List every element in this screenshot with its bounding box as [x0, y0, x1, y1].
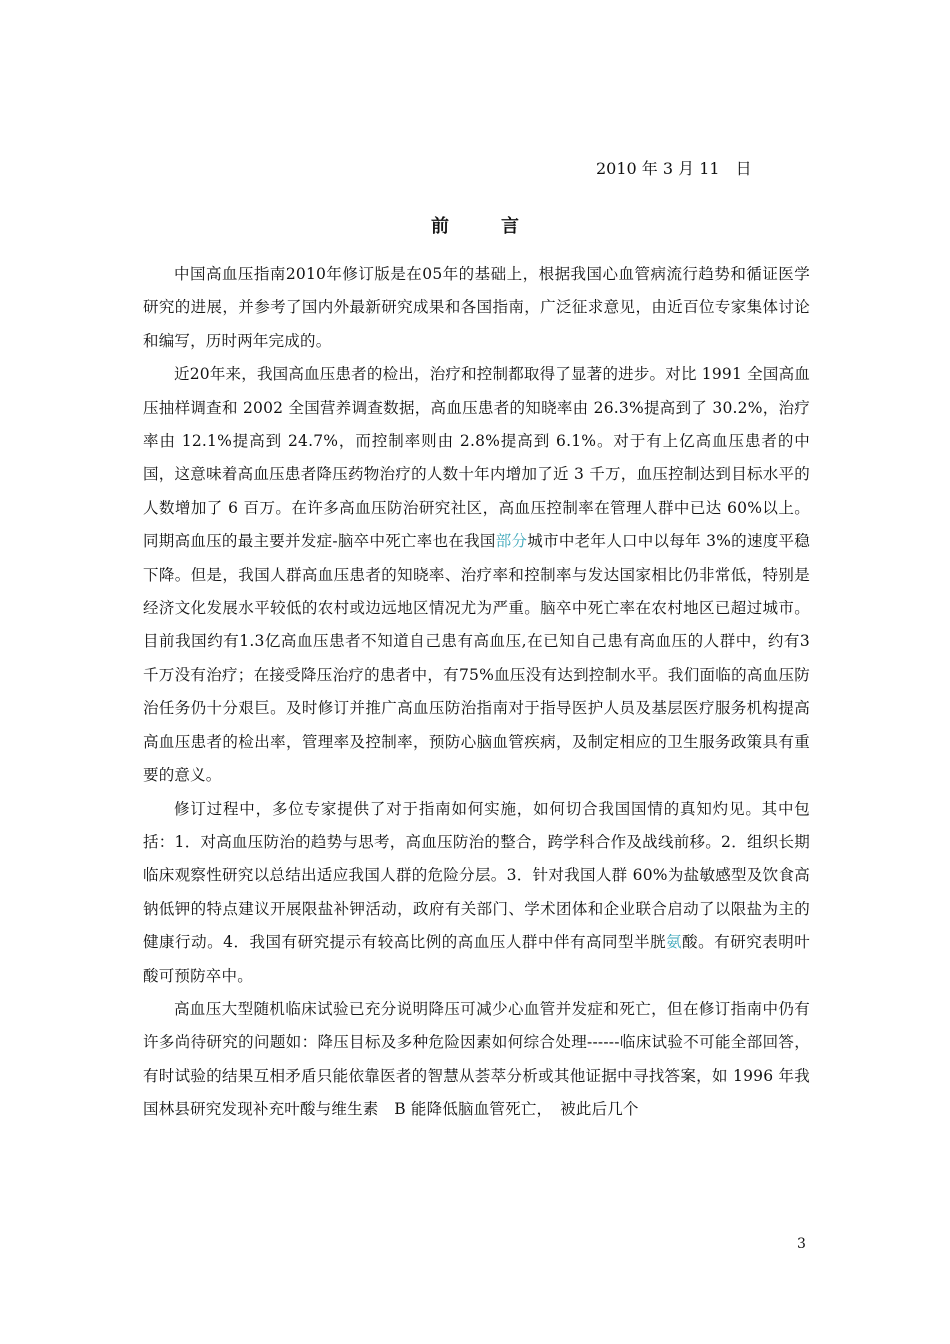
highlighted-word: 氨 [666, 933, 683, 952]
body-text [143, 258, 810, 1127]
section-heading [0, 212, 950, 238]
paragraph-trials [143, 993, 810, 1127]
paragraph-intro [143, 258, 810, 358]
paragraph-revision [143, 793, 810, 993]
heading-char-left: 前 [431, 216, 449, 237]
paragraph-text: 近20年来，我国高血压患者的检出，治疗和控制都取得了显著的进步。对比 1991 全国高血压抽样调查和 2002 全国营养调查数据，高血压患者的知晓率由 26.3%提高到了 30.2%，治疗率由 12.1%提高到 24.7%，而控制率则由 2.8%提高到 6.1%。对于有上亿高血压患者的中国，这意味着高血压患者降压药物治疗的人数十年内增加了近 3 千万，血压控制达到目标水平的人数增加了 6 百万。在许多高血压防治研究社区，高血压控制率在管理人群中已达 60%以上。同期高血压的最主要并发症-脑卒中死亡率也在我国 [143, 365, 810, 551]
paragraph-text: 修订过程中，多位专家提供了对于指南如何实施，如何切合我国国情的真知灼见。其中包括：1．对高血压防治的趋势与思考，高血压防治的整合，跨学科合作及战线前移。2．组织长期临床观察性研究以总结出适应我国人群的危险分层。3．针对我国人群 60%为盐敏感型及饮食高钠低钾的特点建议开展限盐补钾活动，政府有关部门、学术团体和企业联合启动了以限盐为主的健康行动。4．我国有研究提示有较高比例的高血压人群中伴有高同型半胱 [143, 799, 810, 952]
document-date: 2010 年 3 月 11 日 [596, 159, 752, 178]
heading-char-right: 言 [501, 216, 519, 237]
page-number: 3 [797, 1236, 806, 1252]
paragraph-text: 酸。有研究表明叶酸可预防卒中。 [143, 933, 810, 985]
highlighted-word: 部分 [495, 532, 528, 551]
paragraph-text: 高血压大型随机临床试验已充分说明降压可减少心血管并发症和死亡，但在修订指南中仍有许多尚待研究的问题如：降压目标及多种危险因素如何综合处理------临床试验不可能全部回答，有时试验的结果互相矛盾只能依靠医者的智慧从荟萃分析或其他证据中寻找答案，如 1996 年我国林县研究发现补充叶酸与维生素 B 能降低脑血管死亡， 被此后几个 [143, 999, 810, 1119]
paragraph-text: 城市中老年人口中以每年 3%的速度平稳下降。但是，我国人群高血压患者的知晓率、治疗率和控制率与发达国家相比仍非常低，特别是经济文化发展水平较低的农村或边远地区情况尤为严重。脑卒中死亡率在农村地区已超过城市。目前我国约有1.3亿高血压患者不知道自己患有高血压,在已知自己患有高血压的人群中，约有3千万没有治疗；在接受降压治疗的患者中，有75%血压没有达到控制水平。我们面临的高血压防治任务仍十分艰巨。及时修订并推广高血压防治指南对于指导医护人员及基层医疗服务机构提高高血压患者的检出率，管理率及控制率，预防心脑血管疾病，及制定相应的卫生服务政策具有重要的意义。 [143, 532, 810, 785]
paragraph-progress [143, 358, 810, 792]
paragraph-text: 中国高血压指南2010年修订版是在05年的基础上，根据我国心血管病流行趋势和循证医学研究的进展，并参考了国内外最新研究成果和各国指南，广泛征求意见，由近百位专家集体讨论和编写，历时两年完成的。 [143, 265, 810, 350]
